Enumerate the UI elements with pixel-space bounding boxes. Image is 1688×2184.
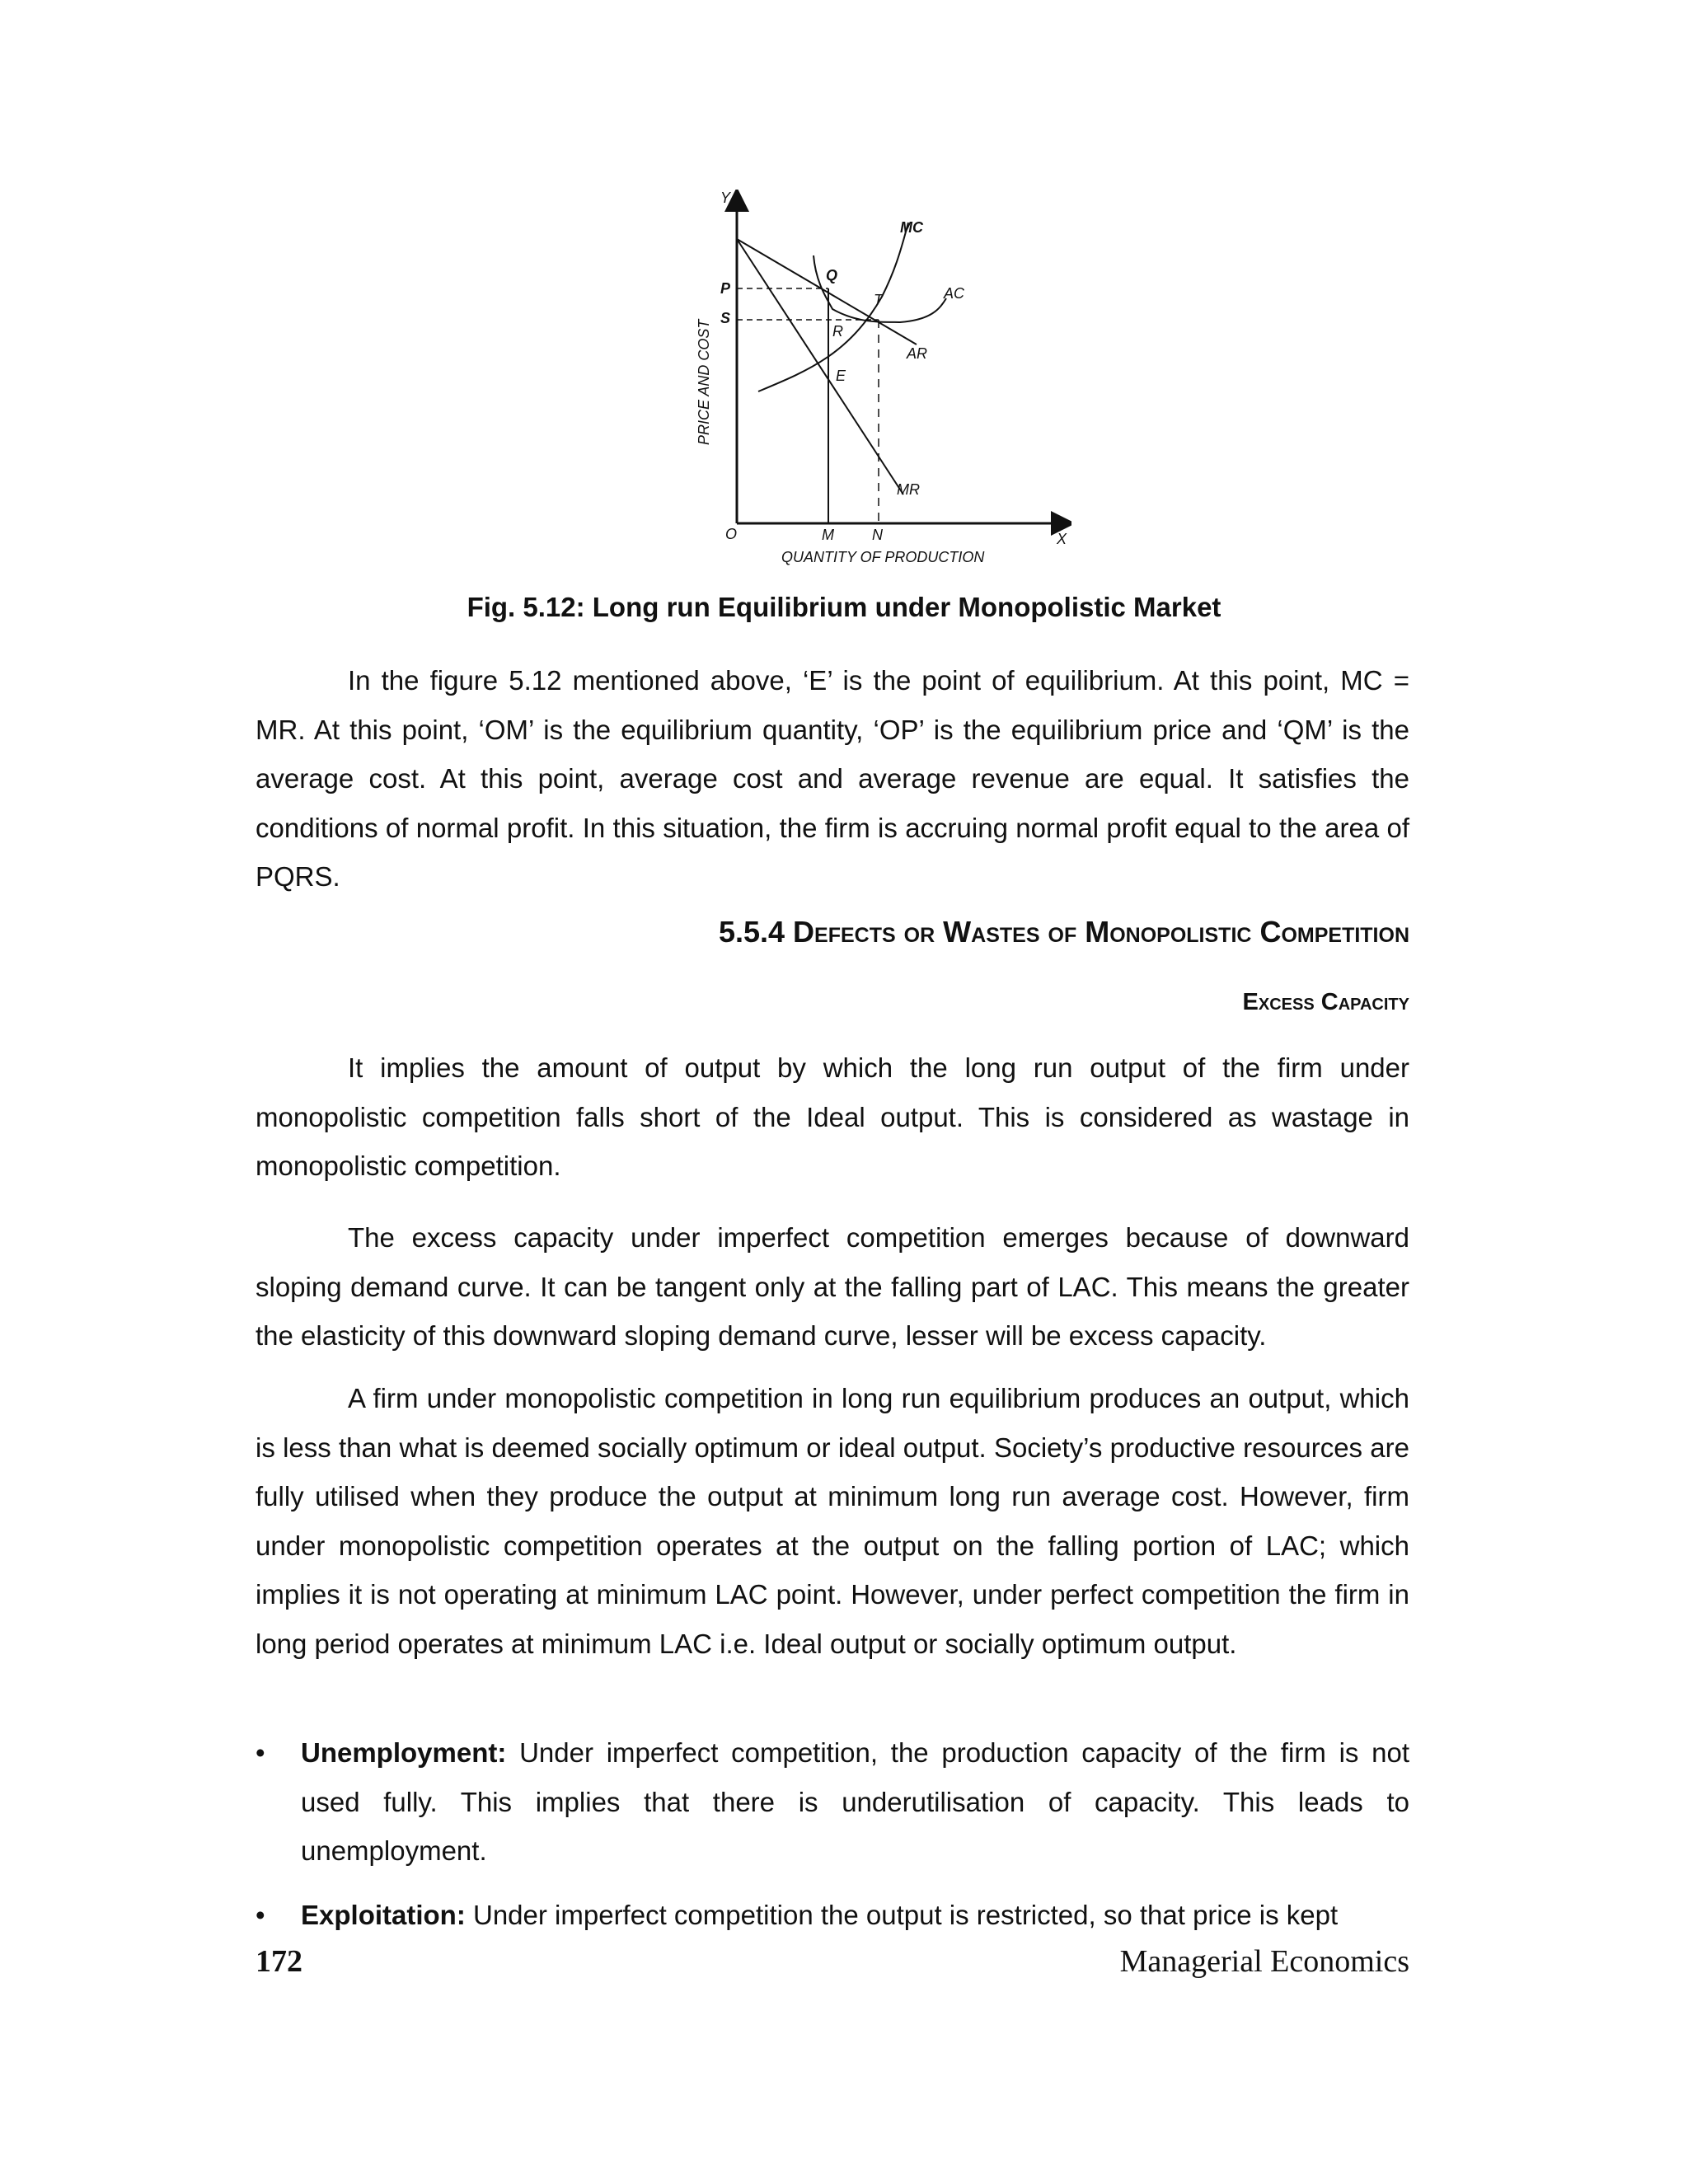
bullet-title: Exploitation: — [301, 1900, 466, 1930]
bullet-symbol: • — [256, 1737, 265, 1768]
bullet-text — [301, 1728, 1409, 1876]
paragraph-2: It implies the amount of output by which the long run output of the firm under monopolistic competition falls short of the Ideal output. This is considered as wastage in monopolistic competition. — [256, 1052, 1409, 1181]
ar-curve — [737, 239, 917, 344]
mc-label: MC — [900, 219, 923, 236]
mr-label: MR — [897, 481, 920, 498]
origin-label: O — [725, 526, 738, 542]
paragraph-3: The excess capacity under imperfect competition emerges because of downward sloping demand curve. It can be tangent only at the falling part of LAC. This means the greater the elasticity of this downward sloping demand curve, lesser will be excess capacity. — [256, 1222, 1409, 1351]
figure-caption: Fig. 5.12: Long run Equilibrium under Monopolistic Market — [467, 592, 1221, 622]
bullet-title: Unemployment: — [301, 1737, 507, 1768]
bullet-body: Under imperfect competition the output is restricted, so that price is kept — [465, 1900, 1339, 1930]
section-heading: 5.5.4 Defects or Wastes of Monopolistic Competition — [718, 915, 1409, 949]
equilibrium-diagram — [684, 190, 1071, 577]
point-p-label: P — [720, 280, 731, 297]
bullet-item — [256, 1891, 1409, 1940]
bullet-body: Under imperfect competition, the production capacity of the firm is not used fully. This implies that there is underutilisation of capacity. This leads to unemployment. — [301, 1737, 1409, 1866]
y-axis-title: PRICE AND COST — [696, 319, 712, 445]
x-axis-title: QUANTITY OF PRODUCTION — [781, 549, 985, 565]
point-q-label: Q — [826, 267, 838, 284]
ar-label: AR — [907, 345, 928, 362]
bullet-text — [301, 1891, 1409, 1940]
point-m-label: M — [822, 527, 834, 543]
point-t-label: T — [874, 292, 883, 308]
paragraph-1: In the figure 5.12 mentioned above, ‘E’ is the point of equilibrium. At this point, MC = MR. At this point, ‘OM’ is the equilibrium quantity, ‘OP’ is the equilibrium price and ‘QM’ is the average cost. At this point, average cost and average revenue are equal. It satisfies the conditions of normal profit. In this situation, the firm is accruing normal profit equal to the area of PQRS. — [256, 665, 1409, 892]
paragraph-4: A firm under monopolistic competition in long run equilibrium produces an output, which is less than what is deemed socially optimum or ideal output. Society’s productive resources are fully utilised when they produce the output at minimum long run average cost. However, firm under monopolistic competition operates at the output on the falling portion of LAC; which implies it is not operating at minimum LAC point. However, under perfect competition the firm in long period operates at minimum LAC i.e. Ideal output or socially optimum output. — [256, 1383, 1409, 1659]
bullet-item — [256, 1728, 1409, 1876]
sub-heading: Excess Capacity — [1242, 989, 1409, 1015]
ac-label: AC — [944, 285, 965, 302]
point-s-label: S — [720, 310, 731, 326]
equilibrium-figure — [684, 190, 1071, 577]
y-axis-letter: Y — [720, 190, 731, 206]
x-axis-letter: X — [1057, 531, 1067, 547]
point-e-label: E — [836, 368, 846, 384]
book-title: Managerial Economics — [1119, 1944, 1409, 1979]
bullet-symbol: • — [256, 1900, 265, 1930]
point-n-label: N — [872, 527, 883, 543]
ac-curve — [814, 255, 946, 322]
point-r-label: R — [832, 323, 843, 340]
page-number: 172 — [256, 1944, 302, 1979]
